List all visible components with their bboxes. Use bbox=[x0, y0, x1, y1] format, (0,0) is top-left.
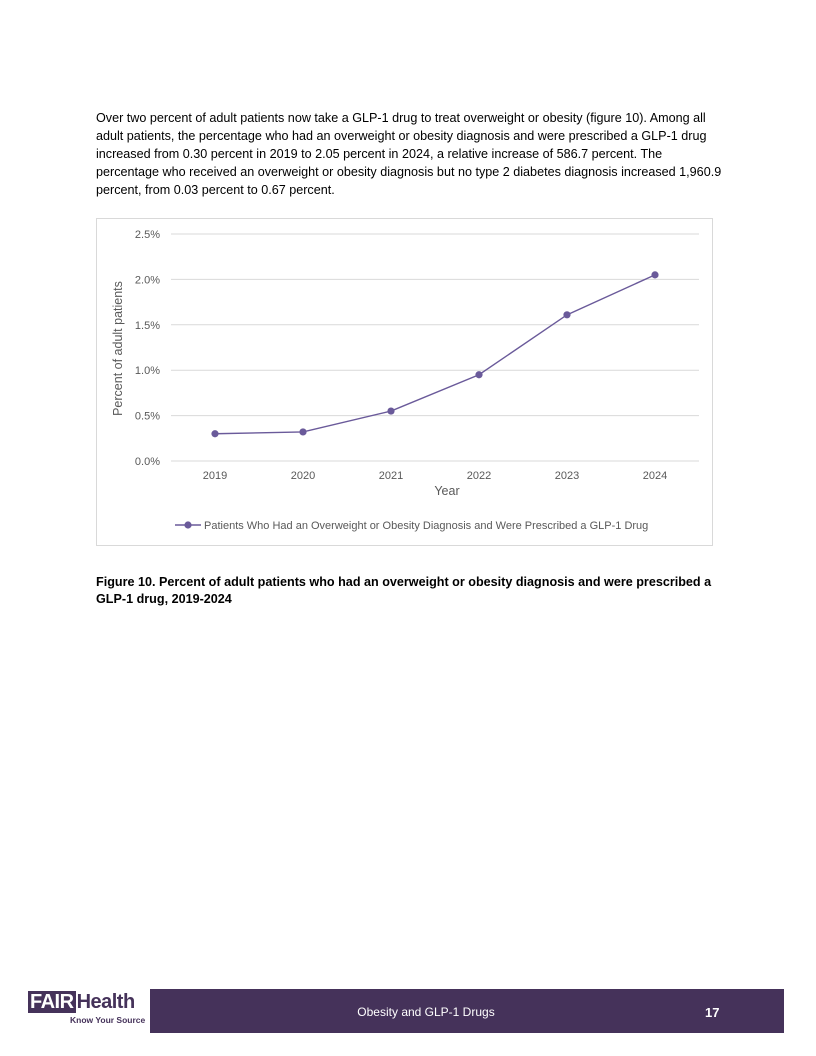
x-tick-label: 2020 bbox=[290, 470, 316, 482]
page-number: 17 bbox=[705, 1005, 720, 1020]
data-point bbox=[563, 311, 570, 318]
data-point bbox=[475, 371, 482, 378]
footer-title: Obesity and GLP-1 Drugs bbox=[357, 1005, 495, 1019]
data-point bbox=[211, 430, 218, 437]
y-tick-label: 1.5% bbox=[134, 319, 160, 332]
x-tick-label: 2022 bbox=[466, 470, 492, 482]
y-tick-label: 0.5% bbox=[134, 410, 160, 423]
data-point bbox=[299, 428, 306, 435]
y-axis-title: Percent of adult patients bbox=[111, 281, 125, 416]
line-chart bbox=[96, 218, 713, 546]
x-tick-label: 2021 bbox=[378, 470, 404, 482]
intro-paragraph: Over two percent of adult patients now take a GLP-1 drug to treat overweight or obesity (figure 10). Among all adult patients, the percentage who had an overweight or obesity diagnosis and were prescribed a GLP-1 drug increased from 0.30 percent in 2019 to 2.05 percent in 2024, a relative increase of 586.7 percent. The percentage who received an overweight or obesity diagnosis but no type 2 diabetes diagnosis increased 1,960.9 percent, from 0.03 percent to 0.67 percent. bbox=[96, 110, 722, 197]
legend-label: Patients Who Had an Overweight or Obesity Diagnosis and Were Prescribed a GLP-1 Drug bbox=[204, 520, 649, 532]
figure-caption: Figure 10. Percent of adult patients who had an overweight or obesity diagnosis and were prescribed a GLP-1 drug, 2019-2024 bbox=[96, 574, 712, 606]
data-point bbox=[387, 407, 394, 414]
logo-tagline: Know Your Source bbox=[70, 1015, 146, 1025]
y-tick-label: 2.5% bbox=[134, 229, 160, 241]
legend-marker bbox=[184, 521, 191, 528]
logo-wordmark bbox=[28, 990, 135, 1014]
y-tick-label: 2.0% bbox=[134, 274, 160, 287]
footer-bar bbox=[150, 989, 784, 1033]
x-tick-label: 2024 bbox=[642, 470, 668, 482]
fairhealth-logo bbox=[28, 990, 146, 1036]
x-tick-label: 2023 bbox=[554, 470, 580, 482]
y-tick-label: 1.0% bbox=[134, 365, 160, 378]
logo-fair: FAIR bbox=[30, 991, 74, 1013]
data-point bbox=[651, 271, 658, 278]
logo-health: Health bbox=[76, 991, 135, 1013]
chart-svg bbox=[97, 219, 714, 547]
x-tick-label: 2019 bbox=[202, 470, 228, 482]
series-line bbox=[215, 275, 655, 434]
x-axis-title: Year bbox=[434, 484, 460, 498]
y-tick-label: 0.0% bbox=[134, 456, 160, 468]
